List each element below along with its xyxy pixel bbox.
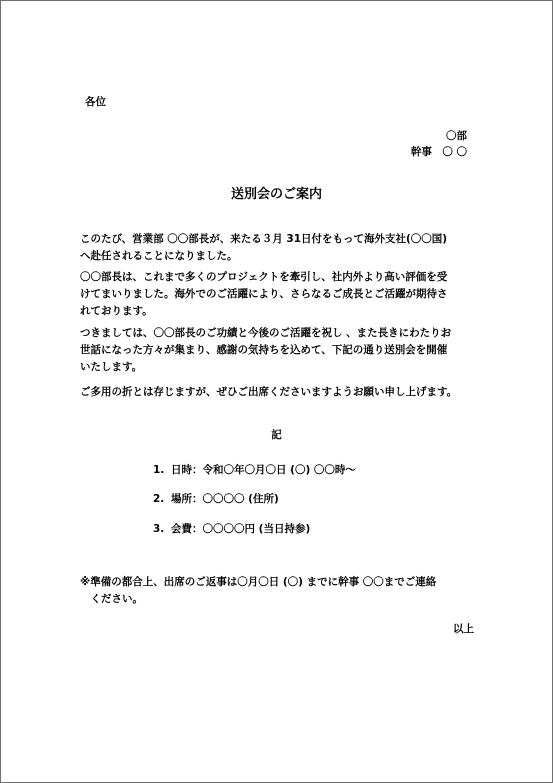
note: [80, 574, 480, 608]
paragraph-line: へ赴任されることになりました。: [80, 250, 238, 262]
sender-organizer: 幹事 〇 〇: [410, 146, 467, 158]
item-number: 3.: [153, 523, 165, 535]
paragraph-1: [80, 231, 480, 265]
item-text: 場所：〇〇〇〇 (住所): [171, 493, 279, 505]
paragraph-4: [80, 384, 480, 401]
closing: 以上: [453, 623, 474, 635]
ki-heading: 記: [271, 429, 282, 441]
paragraph-line: 〇〇部長は、これまで多くのプロジェクトを牽引し、社内外より高い評価を受: [80, 271, 448, 283]
detail-item-venue: [153, 492, 279, 506]
paragraph-line: つきましては、〇〇部長のご功績と今後のご活躍を祝し 、また長きにわたりお: [80, 327, 452, 339]
paragraph-2: [80, 269, 480, 320]
paragraph-line: ご多用の折とは存じますが、ぜひご出席くださいますようお願い申し上げます。: [80, 386, 458, 398]
item-text: 会費：〇〇〇〇円 (当日持参): [171, 523, 311, 535]
paragraph-3: [80, 325, 480, 376]
paragraph-line: いたします。: [80, 361, 143, 373]
paragraph-line: れております。: [80, 305, 153, 317]
paragraph-line: このたび、営業部 〇〇部長が、来たる３月 31日付をもって海外支社(〇〇国): [80, 233, 448, 245]
recipient: 各位: [85, 96, 106, 108]
paragraph-line: けてまいりました。海外でのご活躍により、さらなるご成長とご活躍が期待さ: [80, 288, 448, 300]
item-number: 1.: [153, 464, 165, 476]
note-line: ※準備の都合上、出席のご返事は〇月〇日 (〇) までに幹事 〇〇までご連絡: [80, 576, 437, 588]
paragraph-line: 世話になった方々が集まり、感謝の気持ちを込めて、下記の通り送別会を開催: [80, 344, 448, 356]
sender-department: 〇部: [446, 130, 467, 142]
item-number: 2.: [153, 493, 165, 505]
item-text: 日時：令和〇年〇月〇日 (〇) 〇〇時〜: [171, 464, 356, 476]
note-line: ください。: [80, 593, 143, 605]
detail-item-fee: [153, 522, 310, 536]
detail-item-datetime: [153, 463, 356, 477]
document-title: 送別会のご案内: [230, 187, 322, 202]
